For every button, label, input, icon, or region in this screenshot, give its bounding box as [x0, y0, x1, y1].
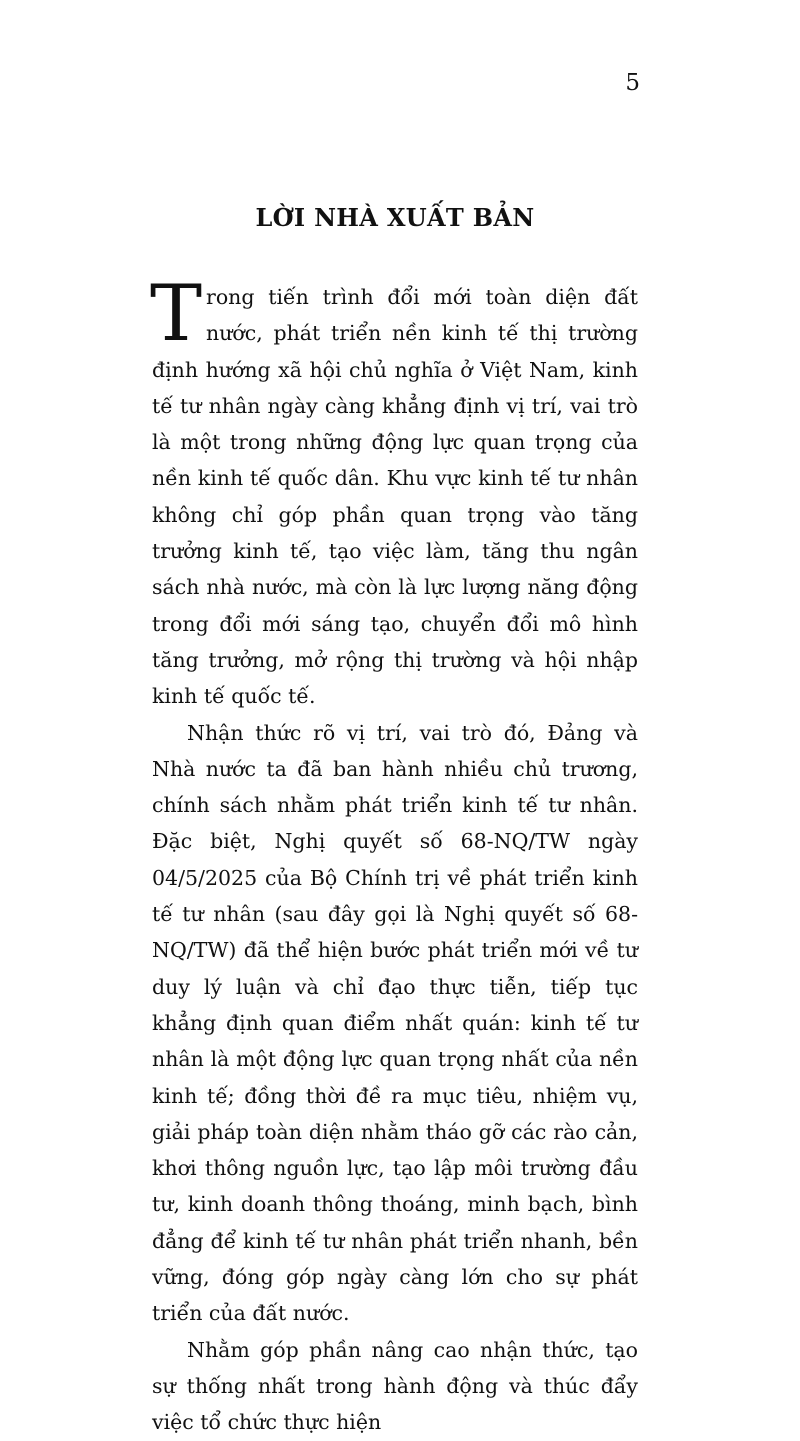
paragraph-1-text: rong tiến trình đổi mới toàn diện đất nước, phát triển nền kinh tế thị trường định hướng xã hội chủ nghĩa ở Việt Nam, kinh tế tư nhân ngày càng khẳng định vị trí, vai trò là một trong những động lực quan trọng của nền kinh tế quốc dân. Khu vực kinh tế tư nhân không chỉ góp phần quan trọng vào tăng trưởng kinh tế, tạo việc làm, tăng thu ngân sách nhà nước, mà còn là lực lượng năng động trong đổi mới sáng tạo, chuyển đổi mô hình tăng trưởng, mở rộng thị trường và hội nhập kinh tế quốc tế.: [152, 285, 638, 709]
paragraph-3: Nhằm góp phần nâng cao nhận thức, tạo sự thống nhất trong hành động và thúc đẩy việc tổ chức thực hiện: [152, 1337, 638, 1435]
page-number: 5: [625, 70, 640, 96]
drop-cap: T: [150, 269, 203, 359]
body-text: [150, 269, 638, 1441]
paragraph-2: Nhận thức rõ vị trí, vai trò đó, Đảng và Nhà nước ta đã ban hành nhiều chủ trương, chính sách nhằm phát triển kinh tế tư nhân. Đặc biệt, Nghị quyết số 68-NQ/TW ngày 04/5/2025 của Bộ Chính trị về phát triển kinh tế tư nhân (sau đây gọi là Nghị quyết số 68-NQ/TW) đã thể hiện bước phát triển mới về tư duy lý luận và chỉ đạo thực tiễn, tiếp tục khẳng định quan điểm nhất quán: kinh tế tư nhân là một động lực quan trọng nhất của nền kinh tế; đồng thời đề ra mục tiêu, nhiệm vụ, giải pháp toàn diện nhằm tháo gỡ các rào cản, khơi thông nguồn lực, tạo lập môi trường đầu tư, kinh doanh thông thoáng, minh bạch, bình đẳng để kinh tế tư nhân phát triển nhanh, bền vững, đóng góp ngày càng lớn cho sự phát triển của đất nước.: [152, 720, 638, 1326]
paragraph-1: [150, 269, 638, 715]
page-title: LỜI NHÀ XUẤT BẢN: [255, 203, 535, 232]
